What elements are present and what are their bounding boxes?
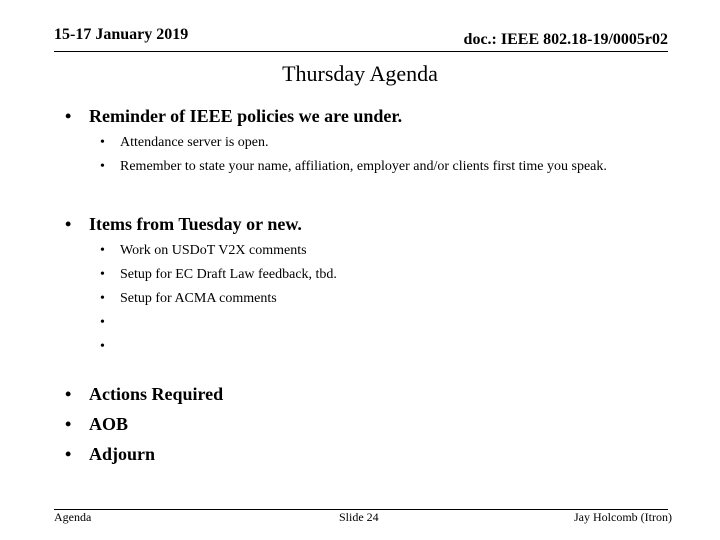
bullet-marker: • [65, 414, 72, 434]
footer-slide-number: Slide 24 [339, 510, 379, 524]
footer-left: Agenda [54, 510, 92, 524]
list-item: Work on USDoT V2X comments [120, 243, 307, 258]
list-item: Remember to state your name, affiliation, employer and/or clients first time you speak. [120, 159, 607, 174]
list-item: Attendance server is open. [120, 135, 269, 150]
bullet-marker: • [65, 444, 72, 464]
bullet-marker: • [65, 214, 72, 234]
list-item: Setup for ACMA comments [120, 291, 277, 306]
bullet-marker: • [100, 243, 105, 258]
bullet-marker: • [100, 291, 105, 306]
header-doc-id: doc.: IEEE 802.18-19/0005r02 [463, 31, 668, 48]
section-heading-aob: AOB [89, 414, 129, 434]
bullet-marker: • [100, 339, 105, 354]
section-heading-adjourn: Adjourn [89, 444, 156, 464]
bullet-marker: • [100, 135, 105, 150]
bullet-marker: • [100, 315, 105, 330]
section-heading: Items from Tuesday or new. [89, 214, 302, 234]
bullet-marker: • [100, 267, 105, 282]
section-heading: Reminder of IEEE policies we are under. [89, 106, 403, 126]
bullet-marker: • [65, 106, 72, 126]
header-rule [54, 51, 668, 52]
footer-author: Jay Holcomb (Itron) [574, 510, 672, 524]
bullet-marker: • [100, 159, 105, 174]
list-item: Setup for EC Draft Law feedback, tbd. [120, 267, 337, 282]
slide-title: Thursday Agenda [282, 61, 438, 86]
header-date: 15-17 January 2019 [54, 26, 189, 43]
section-heading-actions: Actions Required [89, 384, 224, 404]
bullet-marker: • [65, 384, 72, 404]
